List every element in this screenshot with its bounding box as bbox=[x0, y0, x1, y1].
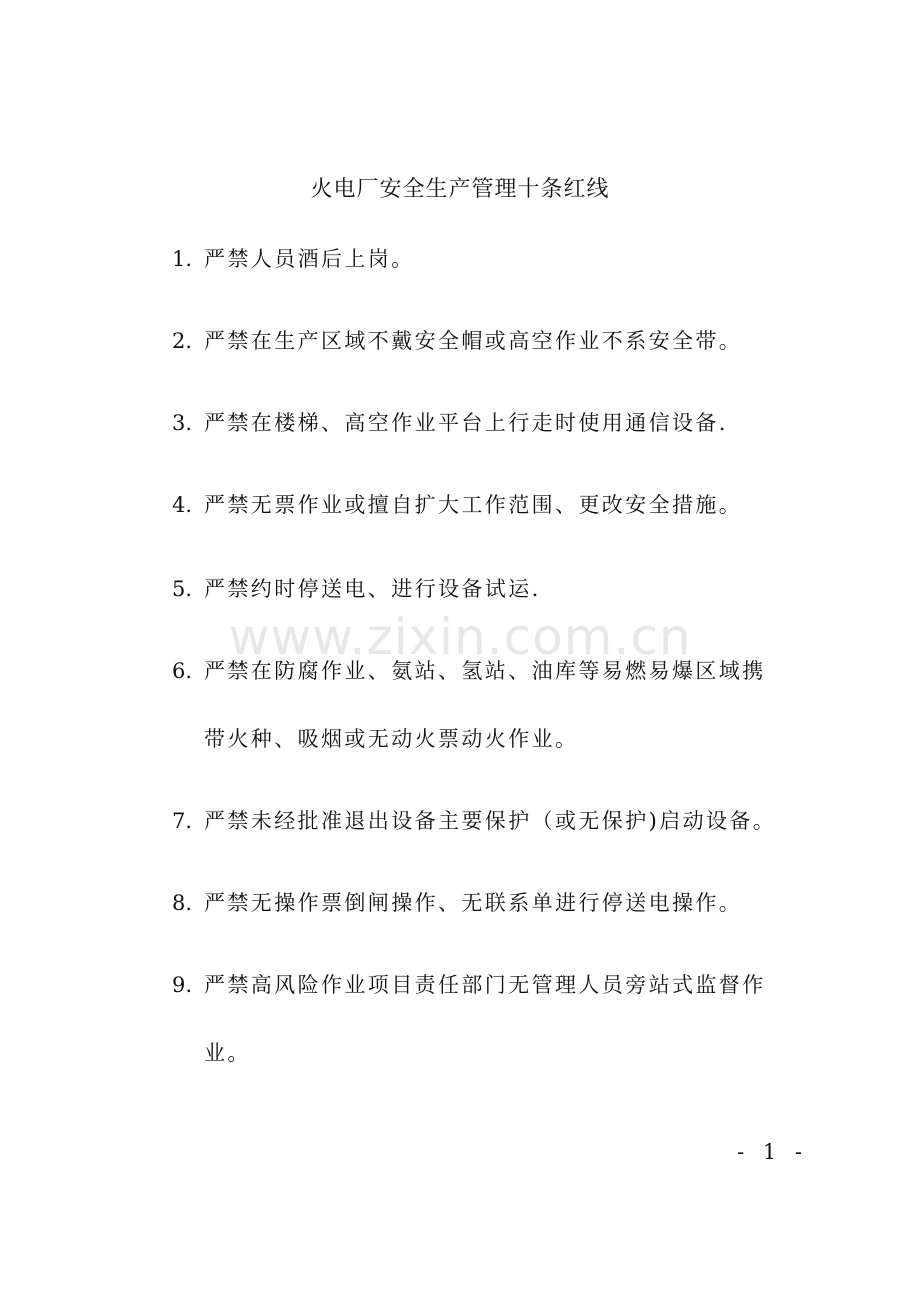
page-number: - 1 - bbox=[737, 1140, 808, 1164]
watermark: www.zixin.com.cn bbox=[228, 608, 692, 666]
list-item-2 bbox=[172, 324, 812, 358]
item-number: 9. bbox=[172, 973, 193, 997]
item-number: 7. bbox=[172, 809, 193, 833]
list-item-7 bbox=[172, 804, 812, 838]
item-text: 严禁无操作票倒闸操作、无联系单进行停送电操作。 bbox=[204, 891, 743, 915]
list-item-4 bbox=[172, 488, 812, 522]
item-number: 3. bbox=[172, 411, 193, 435]
list-item-3 bbox=[172, 406, 812, 440]
item-text: 严禁无票作业或擅自扩大工作范围、更改安全措施。 bbox=[204, 493, 743, 517]
item-number: 4. bbox=[172, 493, 193, 517]
list-item-6 bbox=[172, 654, 812, 756]
list-item-9 bbox=[172, 968, 812, 1070]
item-text: 严禁约时停送电、进行设备试运. bbox=[204, 577, 541, 601]
item-number: 5. bbox=[172, 577, 193, 601]
item-text: 严禁在生产区域不戴安全帽或高空作业不系安全带。 bbox=[204, 329, 743, 353]
item-number: 8. bbox=[172, 891, 193, 915]
item-number: 6. bbox=[172, 659, 193, 683]
item-text: 严禁人员酒后上岗。 bbox=[204, 247, 415, 271]
list-item-5 bbox=[172, 572, 812, 606]
item-text: 严禁高风险作业项目责任部门无管理人员旁站式监督作 bbox=[204, 973, 766, 997]
list-item-8 bbox=[172, 886, 812, 920]
item-text-continuation: 带火种、吸烟或无动火票动火作业。 bbox=[204, 727, 579, 751]
document-title: 火电厂安全生产管理十条红线 bbox=[310, 177, 610, 202]
item-number: 1. bbox=[172, 247, 193, 271]
item-text-continuation: 业。 bbox=[204, 1041, 251, 1065]
item-number: 2. bbox=[172, 329, 193, 353]
item-text: 严禁在楼梯、高空作业平台上行走时使用通信设备. bbox=[204, 411, 728, 435]
item-text: 严禁未经批准退出设备主要保护（或无保护)启动设备。 bbox=[204, 809, 777, 833]
item-text: 严禁在防腐作业、氨站、氢站、油库等易燃易爆区域携 bbox=[204, 659, 766, 683]
list-item-1 bbox=[172, 242, 812, 276]
